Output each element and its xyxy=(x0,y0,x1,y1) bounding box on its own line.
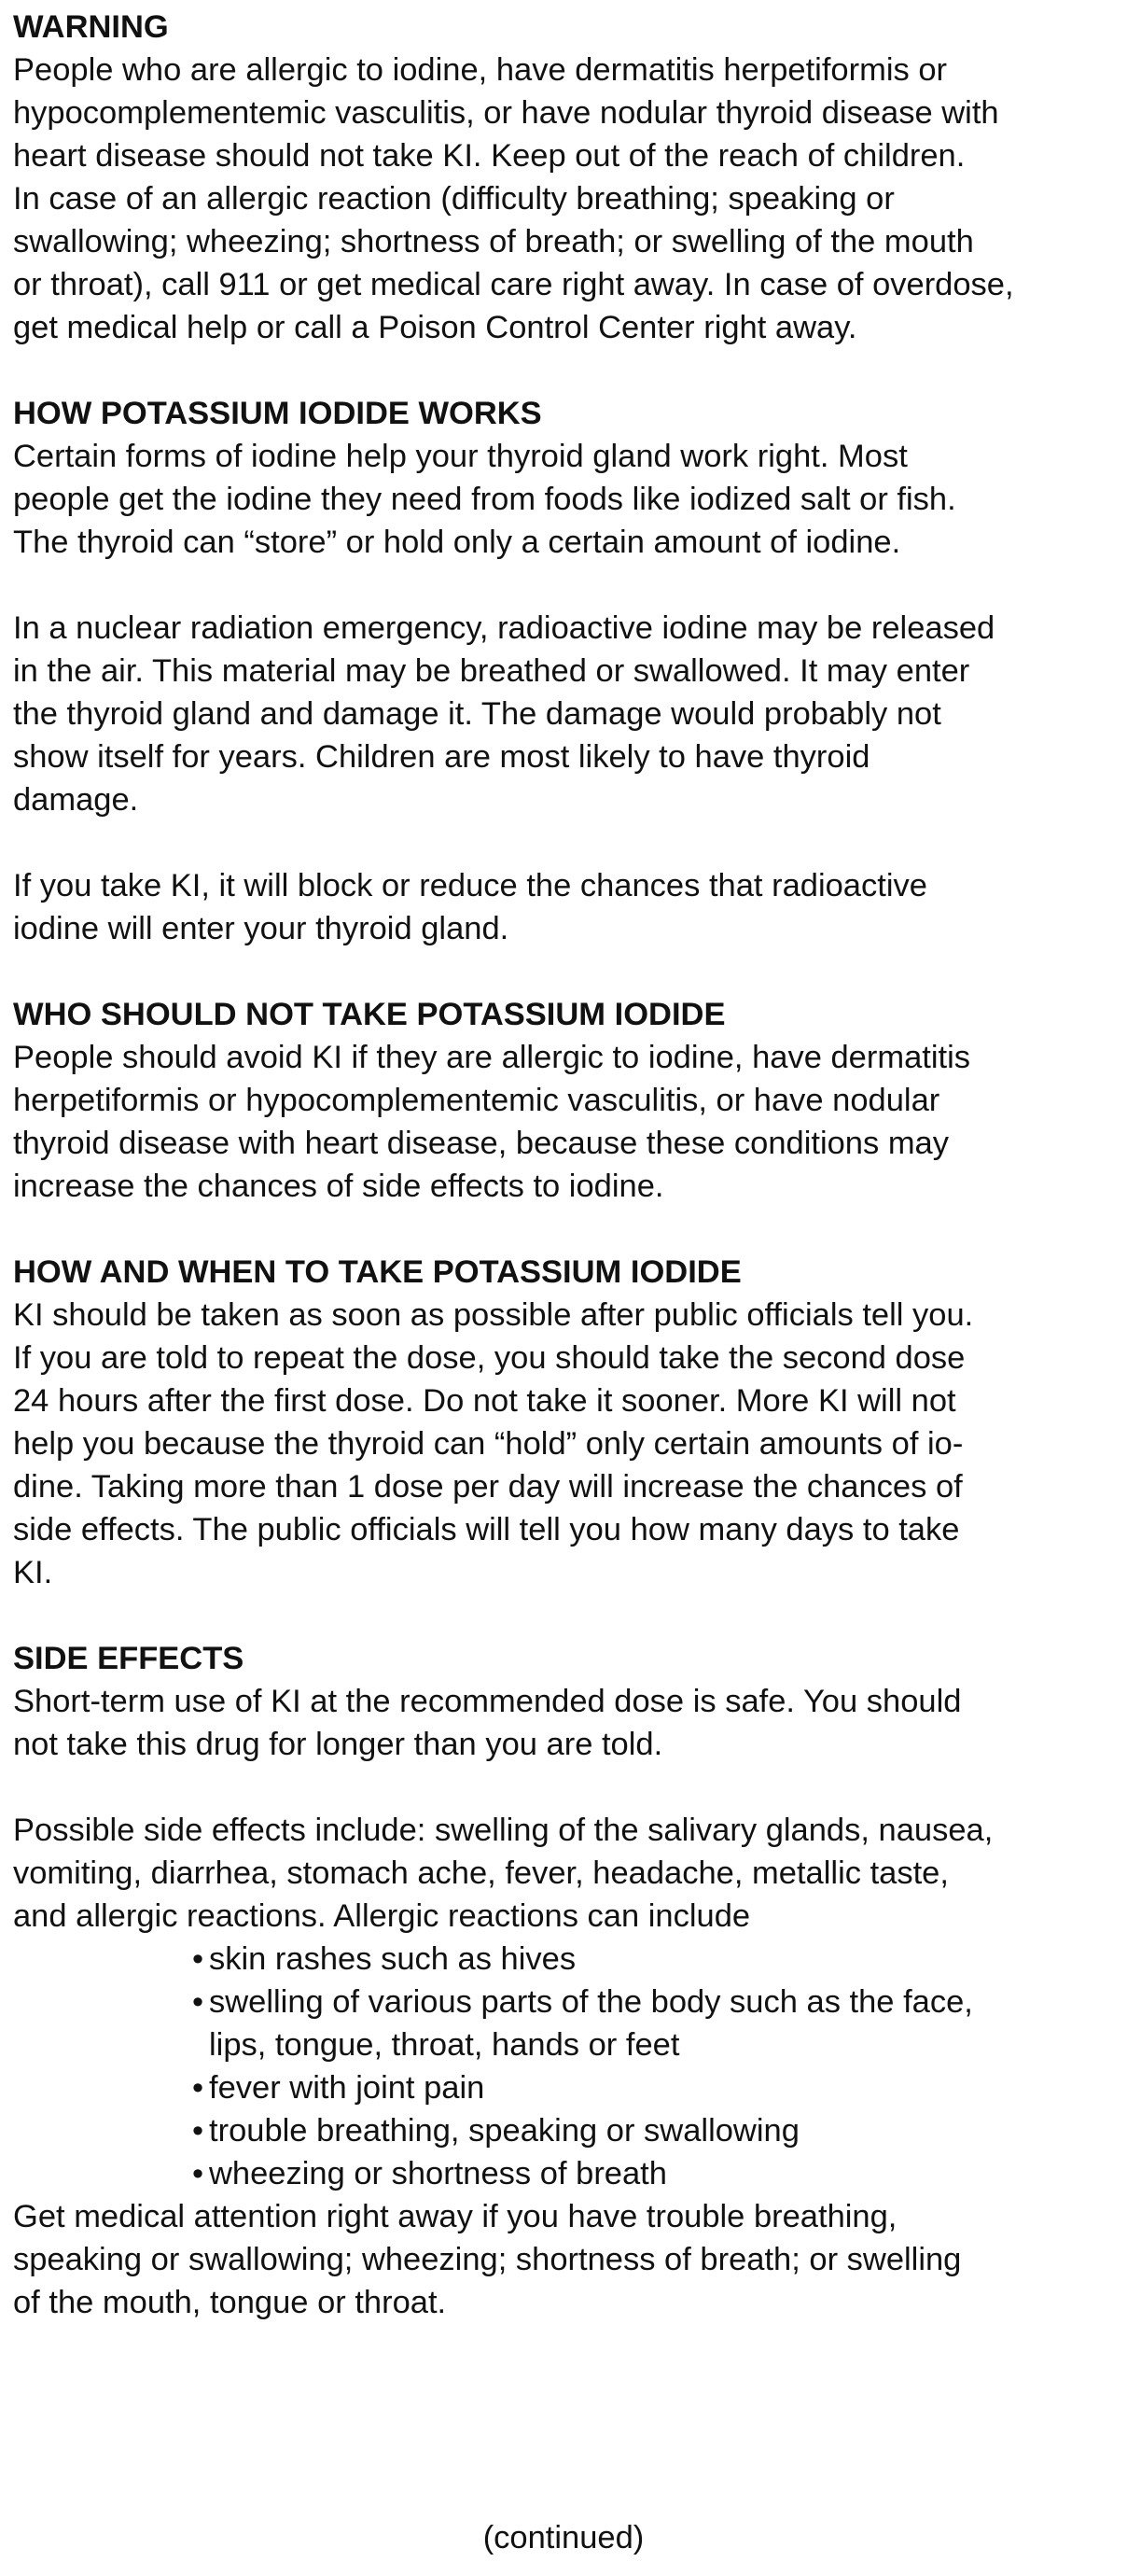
list-item: • swelling of various parts of the body such as the face, lips, tongue, throat, hands or feet xyxy=(192,1981,1114,2066)
list-item: • trouble breathing, speaking or swallowing xyxy=(192,2109,1114,2152)
list-item: • skin rashes such as hives xyxy=(192,1938,1114,1981)
side-effects-section xyxy=(13,1637,1114,2324)
how-works-section xyxy=(13,392,1114,950)
how-works-heading: HOW POTASSIUM IODIDE WORKS xyxy=(13,396,542,431)
who-not-heading: WHO SHOULD NOT TAKE POTASSIUM IODIDE xyxy=(13,997,726,1032)
how-when-heading: HOW AND WHEN TO TAKE POTASSIUM IODIDE xyxy=(13,1254,742,1290)
side-effects-paragraph-1: Short-term use of KI at the recommended dose is safe. You should not take this drug for longer than you are told. xyxy=(13,1684,962,1762)
allergic-reactions-list xyxy=(13,1938,1114,2195)
warning-section xyxy=(13,6,1114,349)
bullet-icon: • xyxy=(192,2113,204,2149)
list-item: • fever with joint pain xyxy=(192,2066,1114,2109)
side-effects-closing: Get medical attention right away if you have trouble breathing, speaking or swallowing; wheezing; shortness of breath; or swelling of the mouth, tongue or throat. xyxy=(13,2199,962,2320)
who-not-section xyxy=(13,993,1114,1208)
bullet-icon: • xyxy=(192,2070,204,2106)
how-works-paragraph-2: In a nuclear radiation emergency, radioactive iodine may be released in the air. This material may be breathed or swallowed. It may enter the thyroid gland and damage it. The damage would probably not show itself for years. Children are most likely to have thyroid damage. xyxy=(13,610,995,818)
side-effects-heading: SIDE EFFECTS xyxy=(13,1641,244,1676)
how-works-paragraph-1: Certain forms of iodine help your thyroid gland work right. Most people get the iodine they need from foods like iodized salt or fish. The thyroid can “store” or hold only a certain amount of iodine. xyxy=(13,439,956,560)
document-page xyxy=(13,6,1114,2324)
warning-heading: WARNING xyxy=(13,9,169,45)
side-effects-paragraph-2: Possible side effects include: swelling of the salivary glands, nausea, vomiting, diarrhea, stomach ache, fever, headache, metallic taste, and allergic reactions. Allergic reactions can include xyxy=(13,1813,994,1934)
list-item: • wheezing or shortness of breath xyxy=(192,2152,1114,2195)
bullet-icon: • xyxy=(192,1941,204,1977)
bullet-icon: • xyxy=(192,1984,204,2020)
how-works-paragraph-3: If you take KI, it will block or reduce the chances that radioactive iodine will enter your thyroid gland. xyxy=(13,868,927,946)
how-when-paragraph: KI should be taken as soon as possible after public officials tell you. If you are told to repeat the dose, you should take the second dose 24 hours after the first dose. Do not take it sooner. More KI will not help you because the thyroid can “hold” only certain amounts of io- dine. Taking more than 1 dose per day will increase the chances of side effects. The public officials will tell you how many days to take KI. xyxy=(13,1297,974,1590)
how-when-section xyxy=(13,1251,1114,1594)
who-not-paragraph: People should avoid KI if they are allergic to iodine, have dermatitis herpetiformis or hypocomplementemic vasculitis, or have nodular thyroid disease with heart disease, because these conditions may increase the chances of side effects to iodine. xyxy=(13,1040,971,1204)
continued-footer: (continued) xyxy=(482,2520,645,2555)
bullet-icon: • xyxy=(192,2156,204,2191)
warning-paragraph: People who are allergic to iodine, have dermatitis herpetiformis or hypocomplementemic vasculitis, or have nodular thyroid disease with heart disease should not take KI. Keep out of the reach of children. In case of an allergic reaction (difficulty breathing; speaking or swallowing; wheezing; shortness of breath; or swelling of the mouth or throat), call 911 or get medical care right away. In case of overdose, get medical help or call a Poison Control Center right away. xyxy=(13,52,1014,345)
